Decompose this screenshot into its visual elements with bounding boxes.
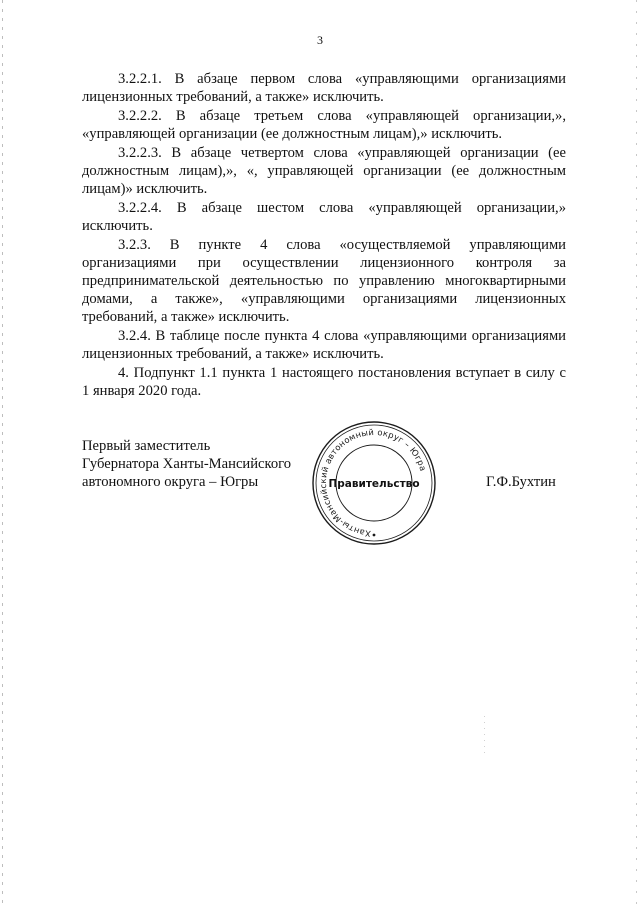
paragraph-4: 4. Подпункт 1.1 пункта 1 настоящего постановления вступает в силу с 1 января 2020 года. bbox=[82, 365, 566, 399]
signatory-name: Г.Ф.Бухтин bbox=[486, 474, 556, 490]
seal-ring-text: Ханты-Мансийский автономный округ – Югра bbox=[317, 426, 429, 539]
scan-artifact bbox=[484, 716, 485, 756]
official-seal bbox=[310, 418, 438, 548]
position-line: автономного округа – Югры bbox=[82, 474, 259, 490]
scan-edge-left bbox=[2, 0, 3, 905]
signatory-position bbox=[82, 437, 291, 491]
paragraph-3-2-3: 3.2.3. В пункте 4 слова «осуществляемой управляющими организациями при осуществлении лицензионного контроля за предпринимательской деятельностью по управлению многоквартирными домами, а также», «управляющими организациями лицензионных требований, а также» исключить. bbox=[82, 237, 566, 325]
position-line: Губернатора Ханты-Мансийского bbox=[82, 456, 292, 472]
seal-center-text: Правительство bbox=[328, 478, 420, 490]
position-line: Первый заместитель bbox=[82, 438, 211, 454]
scan-edge-right bbox=[636, 0, 637, 905]
paragraph-3-2-2-1: 3.2.2.1. В абзаце первом слова «управляющими организациями лицензионных требований, а также» исключить. bbox=[82, 71, 566, 105]
paragraph-3-2-4: 3.2.4. В таблице после пункта 4 слова «управляющими организациями лицензионных требований, а также» исключить. bbox=[82, 328, 566, 362]
paragraph-3-2-2-2: 3.2.2.2. В абзаце третьем слова «управляющей организации,», «управляющей организации (ее должностным лицам),» исключить. bbox=[82, 108, 566, 142]
document-body bbox=[82, 70, 566, 401]
paragraph-3-2-2-4: 3.2.2.4. В абзаце шестом слова «управляющей организации,» исключить. bbox=[82, 200, 566, 234]
page-number: 3 bbox=[317, 33, 323, 47]
paragraph-3-2-2-3: 3.2.2.3. В абзаце четвертом слова «управляющей организации (ее должностным лицам),», «, управляющей организации (ее должностным лицам)» исключить. bbox=[82, 145, 566, 197]
